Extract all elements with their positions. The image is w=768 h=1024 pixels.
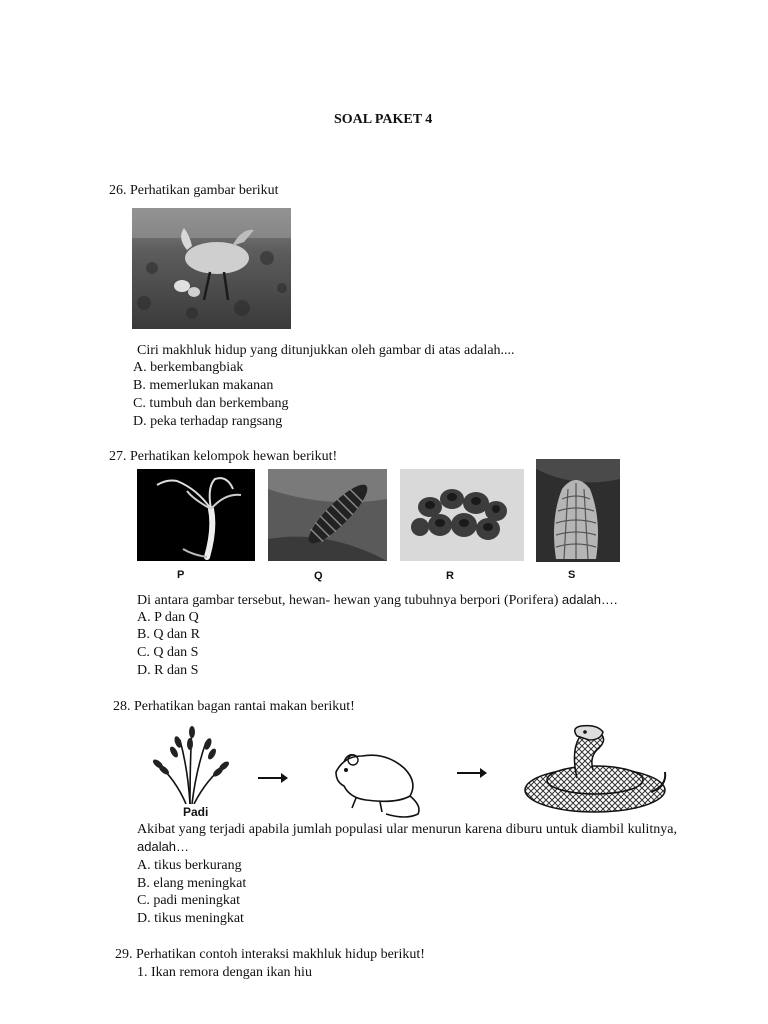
q28-option-c: C. padi meningkat — [137, 893, 241, 908]
q27-option-a: A. P dan Q — [137, 610, 199, 625]
q28-mouse-illustration — [326, 742, 428, 820]
q28-rice-illustration — [140, 720, 240, 822]
q28-question-main: Akibat yang terjadi apabila jumlah populasi ular menurun karena diburu untuk diambil kulitnya, — [137, 822, 677, 837]
q27-option-b: B. Q dan R — [137, 627, 200, 642]
q26-prompt: 26. Perhatikan gambar berikut — [109, 183, 279, 198]
q28-snake-illustration — [519, 722, 671, 816]
q27-photo-q — [268, 469, 387, 561]
q28-arrow-1 — [258, 777, 282, 779]
q27-question-tail: adalah…. — [561, 592, 618, 607]
q26-option-c: C. tumbuh dan berkembang — [133, 396, 289, 411]
q27-label-p: P — [177, 569, 185, 581]
q27-photo-r — [400, 469, 524, 561]
q27-label-q: Q — [314, 570, 323, 582]
q26-option-b: B. memerlukan makanan — [133, 378, 274, 393]
q26-photo-bird-with-chicks — [132, 208, 291, 329]
q27-question — [137, 591, 618, 609]
q29-item-1: 1. Ikan remora dengan ikan hiu — [137, 965, 312, 980]
q26-option-a: A. berkembangbiak — [133, 360, 244, 375]
q27-question-main: Di antara gambar tersebut, hewan- hewan yang tubuhnya berpori (Porifera) — [137, 593, 562, 608]
q28-question-tail: adalah… — [137, 839, 190, 854]
q27-photo-s — [536, 459, 620, 562]
q28-option-d: D. tikus meningkat — [137, 911, 244, 926]
q28-prompt: 28. Perhatikan bagan rantai makan berikut! — [113, 699, 355, 714]
q26-question: Ciri makhluk hidup yang ditunjukkan oleh gambar di atas adalah.... — [137, 343, 515, 358]
q28-rice-label: Padi — [183, 805, 209, 819]
q27-option-d: D. R dan S — [137, 663, 199, 678]
q28-question — [137, 821, 677, 856]
page-title: SOAL PAKET 4 — [334, 112, 433, 127]
q27-label-r: R — [446, 570, 454, 582]
q26-option-d: D. peka terhadap rangsang — [133, 414, 283, 429]
q29-prompt: 29. Perhatikan contoh interaksi makhluk hidup berikut! — [115, 947, 425, 962]
q27-option-c: C. Q dan S — [137, 645, 199, 660]
q28-arrow-2 — [457, 772, 481, 774]
q27-prompt: 27. Perhatikan kelompok hewan berikut! — [109, 449, 338, 464]
q28-option-a: A. tikus berkurang — [137, 858, 242, 873]
q28-option-b: B. elang meningkat — [137, 876, 247, 891]
q27-photo-p — [137, 469, 255, 561]
q27-label-s: S — [568, 569, 576, 581]
